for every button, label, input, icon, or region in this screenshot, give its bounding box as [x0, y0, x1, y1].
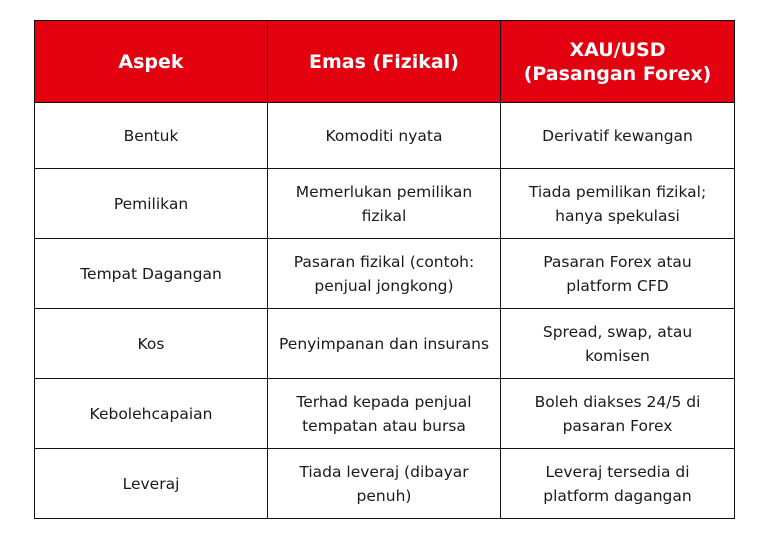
aspect-cell: Kebolehcapaian [35, 379, 268, 449]
physical-gold-cell: Pasaran fizikal (contoh: penjual jongkong) [268, 239, 501, 309]
xauusd-cell: Derivatif kewangan [501, 103, 735, 169]
xauusd-cell: Pasaran Forex atau platform CFD [501, 239, 735, 309]
aspect-cell: Kos [35, 309, 268, 379]
xauusd-cell: Spread, swap, atau komisen [501, 309, 735, 379]
comparison-table [34, 20, 735, 519]
physical-gold-cell: Memerlukan pemilikan fizikal [268, 169, 501, 239]
physical-gold-cell: Penyimpanan dan insurans [268, 309, 501, 379]
physical-gold-cell: Tiada leveraj (dibayar penuh) [268, 449, 501, 519]
table-row [35, 379, 735, 449]
header-cell-physical-gold: Emas (Fizikal) [268, 21, 501, 103]
table-row [35, 103, 735, 169]
aspect-cell: Leveraj [35, 449, 268, 519]
aspect-cell: Bentuk [35, 103, 268, 169]
table-row [35, 449, 735, 519]
xauusd-cell: Leveraj tersedia di platform dagangan [501, 449, 735, 519]
xauusd-cell: Boleh diakses 24/5 di pasaran Forex [501, 379, 735, 449]
table-row [35, 309, 735, 379]
xauusd-cell: Tiada pemilikan fizikal; hanya spekulasi [501, 169, 735, 239]
header-cell-xauusd: XAU/USD (Pasangan Forex) [501, 21, 735, 103]
header-cell-aspect: Aspek [35, 21, 268, 103]
physical-gold-cell: Terhad kepada penjual tempatan atau bursa [268, 379, 501, 449]
physical-gold-cell: Komoditi nyata [268, 103, 501, 169]
table-row [35, 169, 735, 239]
aspect-cell: Tempat Dagangan [35, 239, 268, 309]
table-row [35, 239, 735, 309]
aspect-cell: Pemilikan [35, 169, 268, 239]
header-row [35, 21, 735, 103]
